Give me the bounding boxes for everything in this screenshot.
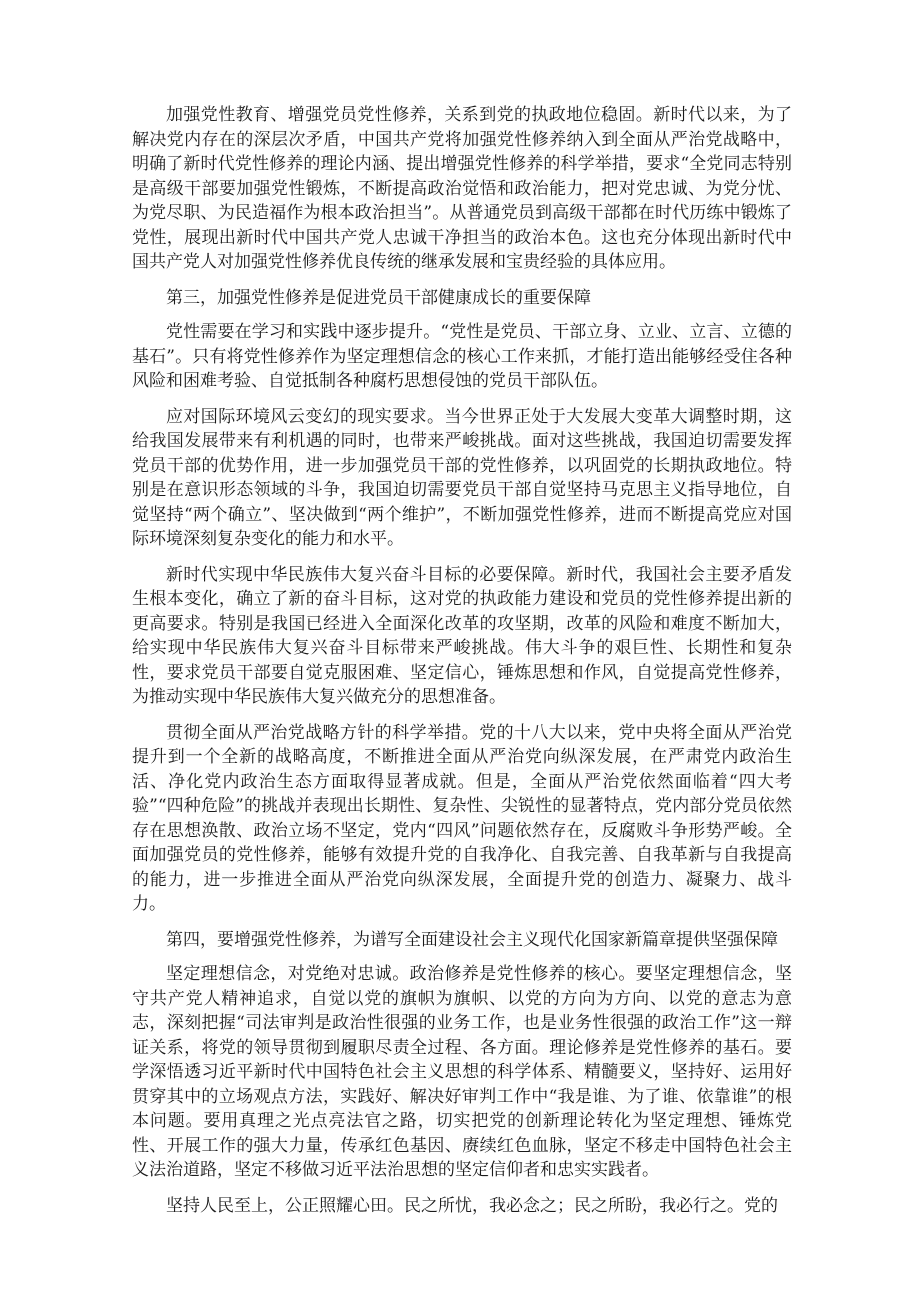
section-heading-fourth: 第四，要增强党性修养，为谱写全面建设社会主义现代化国家新篇章提供坚强保障 (166, 929, 778, 950)
paragraph-international-environment: 应对国际环境风云变幻的现实要求。当今世界正处于大发展大变革大调整时期，这给我国发展带来有利机遇的同时，也带来严峻挑战。面对这些挑战，我国迫切需要发挥党员干部的优势作用，进一步加强党员干部的党性修养，以巩固党的长期执政地位。特别是在意识形态领域的斗争，我国迫切需要党员干部自觉坚持马克思主义指导地位，自觉坚持“两个确立”、坚决做到“两个维护”，不断加强党性修养，进而不断提高党应对国际环境深刻复杂变化的能力和水平。 (132, 406, 792, 549)
document-body (132, 103, 792, 1229)
paragraph-learning-practice: 党性需要在学习和实践中逐步提升。“党性是党员、干部立身、立业、立言、立德的基石”。只有将党性修养作为坚定理想信念的核心工作来抓，才能打造出能够经受住各种风险和困难考验、自觉抵制各种腐朽思想侵蚀的党员干部队伍。 (132, 322, 792, 391)
paragraph-strict-governance: 贯彻全面从严治党战略方针的科学举措。党的十八大以来，党中央将全面从严治党提升到一个全新的战略高度，不断推进全面从严治党向纵深发展，在严肃党内政治生活、净化党内政治生态方面取得显著成就。但是，全面从严治党依然面临着“四大考验”“四种危险”的挑战并表现出长期性、复杂性、尖锐性的显著特点，党内部分党员依然存在思想涣散、政治立场不坚定，党内“四风”问题依然存在，反腐败斗争形势严峻。全面加强党员的党性修养，能够有效提升党的自我净化、自我完善、自我革新与自我提高的能力，进一步推进全面从严治党向纵深发展，全面提升党的创造力、凝聚力、战斗力。 (132, 722, 792, 914)
paragraph-ideals-loyalty: 坚定理想信念，对党绝对忠诚。政治修养是党性修养的核心。要坚定理想信念，坚守共产党人精神追求，自觉以党的旗帜为旗帜、以党的方向为方向、以党的意志为意志，深刻把握“司法审判是政治性很强的业务工作，也是业务性很强的政治工作”这一辩证关系，将党的领导贯彻到履职尽责全过程、各方面。理论修养是党性修养的基石。要学深悟透习近平新时代中国特色社会主义思想的科学体系、精髓要义，坚持好、运用好贯穿其中的立场观点方法，实践好、解决好审判工作中“我是谁、为了谁、依靠谁”的根本问题。要用真理之光点亮法官之路，切实把党的创新理论转化为坚定理想、锤炼党性、开展工作的强大力量，传承红色基因、赓续红色血脉，坚定不移走中国特色社会主义法治道路，坚定不移做习近平法治思想的坚定信仰者和忠实实践者。 (132, 964, 792, 1180)
paragraph-party-spirit-intro: 加强党性教育、增强党员党性修养，关系到党的执政地位稳固。新时代以来，为了解决党内存在的深层次矛盾，中国共产党将加强党性修养纳入到全面从严治党战略中，明确了新时代党性修养的理论内涵、提出增强党性修养的科学举措，要求“全党同志特别是高级干部要加强党性锻炼，不断提高政治觉悟和政治能力，把对党忠诚、为党分忧、为党尽职、为民造福作为根本政治担当”。从普通党员到高级干部都在时代历练中锻炼了党性，展现出新时代中国共产党人忠诚干净担当的政治本色。这也充分体现出新时代中国共产党人对加强党性修养优良传统的继承发展和宝贵经验的具体应用。 (132, 105, 792, 272)
paragraph-national-rejuvenation: 新时代实现中华民族伟大复兴奋斗目标的必要保障。新时代，我国社会主要矛盾发生根本变化，确立了新的奋斗目标，这对党的执政能力建设和党员的党性修养提出新的更高要求。特别是我国已经进入全面深化改革的攻坚期，改革的风险和难度不断加大，给实现中华民族伟大复兴奋斗目标带来严峻挑战。伟大斗争的艰巨性、长期性和复杂性，要求党员干部要自觉克服困难、坚定信心，锤炼思想和作风，自觉提高党性修养，为推动实现中华民族伟大复兴做充分的思想准备。 (132, 564, 792, 707)
paragraph-people-first: 坚持人民至上，公正照耀心田。民之所忧，我必念之；民之所盼，我必行之。党的 (166, 1195, 778, 1216)
section-heading-third: 第三，加强党性修养是促进党员干部健康成长的重要保障 (166, 287, 591, 308)
